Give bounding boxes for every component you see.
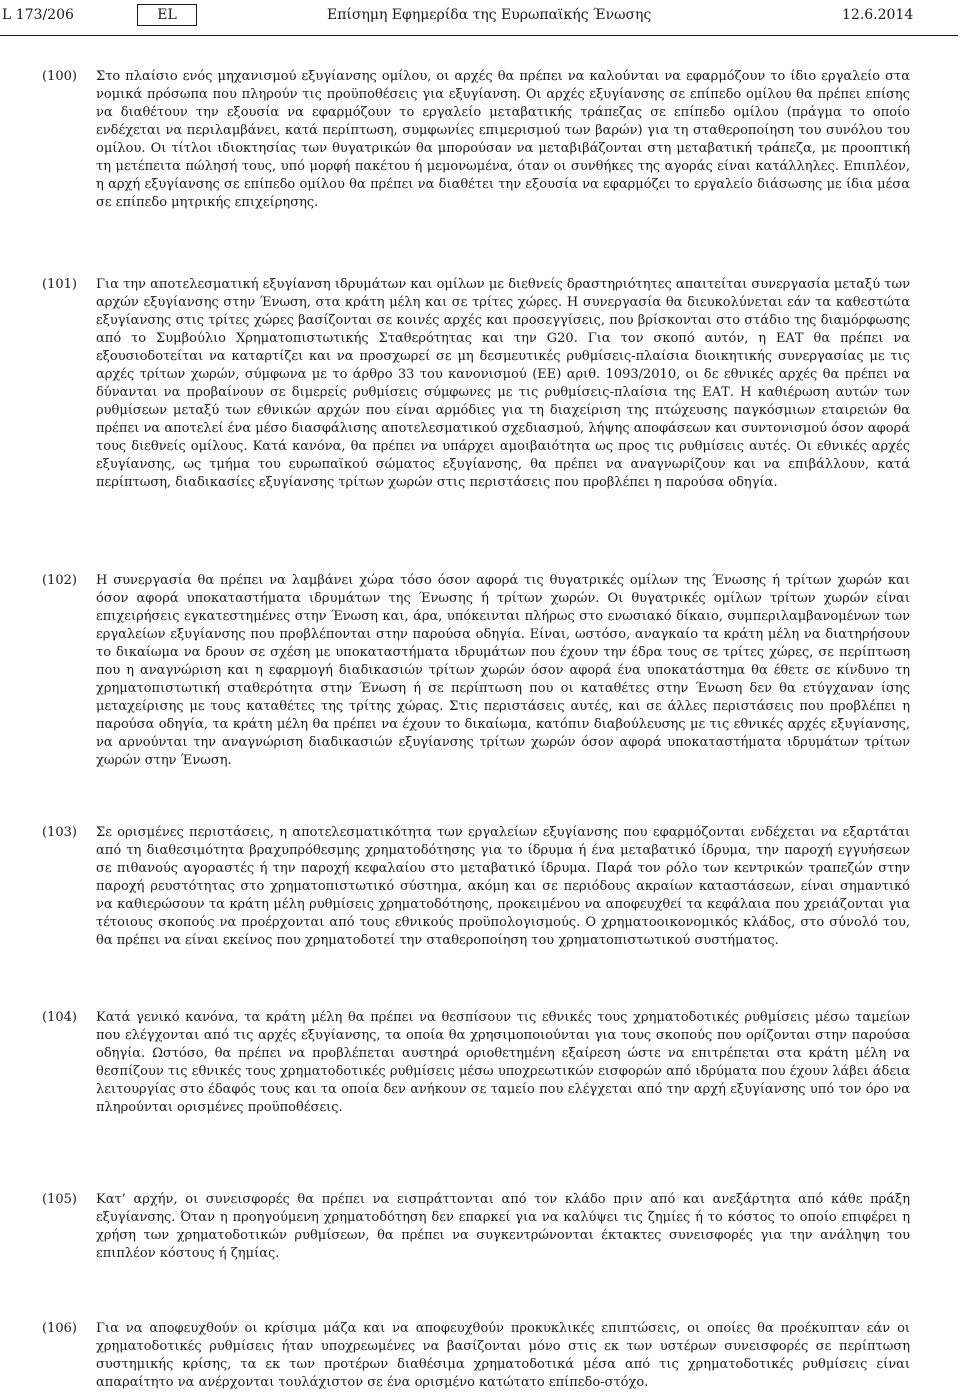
recital-text: Για να αποφευχθούν οι κρίσιμα μάζα και να αποφευχθούν προκυκλικές επιπτώσεις, οι οποίες θα προέκυπταν εάν οι χρηματοδοτικές ρυθμίσεις ήταν υποχρεωμένες να βασίζονται μόνο στις εκ των υστέρων συνεισφορές σε περίπτωση συστημικής κρίσης, τα εκ των προτέρων διαθέσιμα χρηματοδοτικά μέσα από τις χρηματοδοτικές ρυθμίσεις είναι απαραίτητο να ανέρχονται τουλάχιστον σε ένα ορισμένο κατώτατο επίπεδο-στόχο. — [96, 1321, 910, 1390]
recital-number: (101) — [42, 277, 77, 292]
page-reference: L 173/206 — [2, 7, 74, 23]
recital-number: (105) — [42, 1192, 77, 1207]
recital-text: Για την αποτελεσματική εξυγίανση ιδρυμάτων και ομίλων με διεθνείς δραστηριότητες απαιτείται συνεργασία μεταξύ των αρχών εξυγίανσης στην Ένωση, στα κράτη μέλη και σε τρίτες χώρες. Η συνεργασία θα διευκολύνεται εάν τα καθεστώτα εξυγίανσης στις τρίτες χώρες βασίζονται σε κοινές αρχές και προσεγγίσεις, που βρίσκονται στο στάδιο της διαμόρφωσης από το Συμβούλιο Χρηματοπιστωτικής Σταθερότητας και την G20. Για τον σκοπό αυτόν, η ΕΑΤ θα πρέπει να εξουσιοδοτείται να καταρτίζει και να προσχωρεί σε μη δεσμευτικές ρυθμίσεις-πλαίσια διοικητικής συνεργασίας με τις αρχές τρίτων χωρών, σύμφωνα με το άρθρο 33 του κανονισμού (ΕΕ) αριθ. 1093/2010, οι δε εθνικές αρχές θα πρέπει να δύνανται να προβαίνουν σε διμερείς ρυθμίσεις σύμφωνες με τις ρυθμίσεις-πλαίσια της ΕΑΤ. Η καθιέρωση αυτών των ρυθμίσεων μεταξύ των εθνικών αρχών που είναι αρμόδιες για τη διαχείριση της πτώχευσης παγκόσμιων εταιρειών θα πρέπει να αποτελεί ένα μέσο διασφάλισης αποτελεσματικού σχεδιασμού, λήψης αποφάσεων και συντονισμού όσον αφορά τους διεθνείς ομίλους. Κατά κανόνα, θα πρέπει να υπάρχει αμοιβαιότητα ως προς τις ρυθμίσεις αυτές. Οι εθνικές αρχές εξυγίανσης, ως τμήμα του ευρωπαϊκού σώματος εξυγίανσης, θα πρέπει να αναγνωρίζουν και να επιβάλλουν, κατά περίπτωση, διαδικασίες εξυγίανσης τρίτων χωρών στις περιστάσεις που προβλέπει η παρούσα οδηγία. — [96, 277, 910, 490]
recital-number: (102) — [42, 573, 77, 588]
journal-title: Επίσημη Εφημερίδα της Ευρωπαϊκής Ένωσης — [327, 7, 652, 23]
recital-number: (103) — [42, 825, 77, 840]
page-header — [0, 4, 960, 32]
recital-number: (106) — [42, 1321, 77, 1336]
language-code-box: EL — [137, 4, 197, 26]
recital-text: Σε ορισμένες περιστάσεις, η αποτελεσματικότητα των εργαλείων εξυγίανσης που εφαρμόζονται ενδέχεται να εξαρτάται από τη διαθεσιμότητα βραχυπρόθεσμης χρηματοδότησης για το ίδρυμα ή ένα μεταβατικό ίδρυμα, την παροχή εγγυήσεων σε πιθανούς αγοραστές ή την παροχή κεφαλαίου στο μεταβατικό ίδρυμα. Παρά τον ρόλο των κεντρικών τραπεζών στην παροχή ρευστότητας στο χρηματοπιστωτικό σύστημα, ακόμη και σε περιόδους ακραίων καταστάσεων, είναι σημαντικό να καθιερώσουν τα κράτη μέλη ρυθμίσεις χρηματοδότησης, προκειμένου να αποφευχθεί τα κεφάλαια που χρειάζονται για τέτοιους σκοπούς να προέρχονται από τους εθνικούς προϋπολογισμούς. Ο χρηματοοικονομικός κλάδος, στο σύνολό του, θα πρέπει να είναι εκείνος που χρηματοδοτεί την σταθεροποίηση του χρηματοπιστωτικού συστήματος. — [96, 825, 910, 948]
publication-date: 12.6.2014 — [842, 7, 914, 23]
recital-number: (104) — [42, 1010, 77, 1025]
recital-number: (100) — [42, 69, 77, 84]
recital-text: Η συνεργασία θα πρέπει να λαμβάνει χώρα τόσο όσον αφορά τις θυγατρικές ομίλων της Ένωσης ή τρίτων χωρών και όσον αφορά υποκαταστήματα ιδρυμάτων της Ένωσης ή τρίτων χωρών. Οι θυγατρικές ομίλων τρίτων χωρών είναι επιχειρήσεις εγκατεστημένες στην Ένωση και, άρα, υπόκεινται πλήρως στο ενωσιακό δίκαιο, συμπεριλαμβανομένων των εργαλείων εξυγίανσης που προβλέπονται στην παρούσα οδηγία. Είναι, ωστόσο, αναγκαίο τα κράτη μέλη να διατηρήσουν το δικαίωμα να δρουν σε σχέση με υποκαταστήματα ιδρυμάτων που έχουν την έδρα τους σε τρίτες χώρες, σε περίπτωση που η αναγνώριση και η εφαρμογή διαδικασιών τρίτων χωρών όσον αφορά ένα υποκατάστημα θα έθετε σε κίνδυνο τη χρηματοπιστωτική σταθερότητα στην Ένωση ή σε περίπτωση που οι καταθέτες στην Ένωση δεν θα ετύγχαναν ίσης μεταχείρισης με τους καταθέτες της τρίτης χώρας. Στις περιστάσεις αυτές, και σε άλλες περιστάσεις που προβλέπει η παρούσα οδηγία, τα κράτη μέλη θα πρέπει να έχουν το δικαίωμα, κατόπιν διαβούλευσης με τις εθνικές αρχές εξυγίανσης, να αρνούνται την αναγνώριση διαδικασιών εξυγίανσης τρίτων χωρών όσον αφορά υποκαταστήματα ιδρυμάτων τρίτων χωρών στην Ένωση. — [96, 573, 910, 768]
recital-text: Στο πλαίσιο ενός μηχανισμού εξυγίανσης ομίλου, οι αρχές θα πρέπει να καλούνται να εφαρμόζουν το ίδιο εργαλείο στα νομικά πρόσωπα που πληρούν τις προϋποθέσεις για εξυγίανση. Οι αρχές εξυγίανσης σε επίπεδο ομίλου θα πρέπει επίσης να διαθέτουν την εξουσία να εφαρμόζουν το εργαλείο μεταβατικής τράπεζας σε επίπεδο ομίλου (πράγμα το οποίο ενδέχεται να περιλαμβάνει, κατά περίπτωση, συμφωνίες επιμερισμού των βαρών) για τη σταθεροποίηση του συνόλου του ομίλου. Οι τίτλοι ιδιοκτησίας των θυγατρικών θα μπορούσαν να μεταβιβάζονται στη μεταβατική τράπεζα, με προοπτική τη μετέπειτα πώλησή τους, υπό μορφή πακέτου ή μεμονωμένα, όταν οι συνθήκες της αγοράς είναι κατάλληλες. Επιπλέον, η αρχή εξυγίανσης σε επίπεδο ομίλου θα πρέπει να διαθέτει την εξουσία να εφαρμόζει το εργαλείο διάσωσης με ίδια μέσα σε επίπεδο μητρικής επιχείρησης. — [96, 69, 910, 210]
header-divider — [0, 35, 958, 36]
recital-text: Κατ’ αρχήν, οι συνεισφορές θα πρέπει να εισπράττονται από τον κλάδο πριν από και ανεξάρτητα από κάθε πράξη εξυγίανσης. Όταν η προηγούμενη χρηματοδότηση δεν επαρκεί για να καλύψει τις ζημίες ή το κόστος το οποίο επιφέρει η χρήση των χρηματοδοτικών ρυθμίσεων, θα πρέπει να συγκεντρώνονται έκτακτες συνεισφορές για την ανάληψη του επιπλέον κόστους ή ζημίας. — [96, 1192, 910, 1261]
recital-text: Κατά γενικό κανόνα, τα κράτη μέλη θα πρέπει να θεσπίσουν τις εθνικές τους χρηματοδοτικές ρυθμίσεις μέσω ταμείων που ελέγχονται από τις αρχές εξυγίανσης, τα οποία θα χρησιμοποιούνται για τους σκοπούς που ορίζονται στην παρούσα οδηγία. Ωστόσο, θα πρέπει να προβλέπεται αυστηρά οριοθετημένη εξαίρεση ώστε να επιτρέπεται στα κράτη μέλη να θεσπίζουν τις εθνικές τους χρηματοδοτικές ρυθμίσεις μέσω υποχρεωτικών εισφορών από ιδρύματα που έχουν λάβει άδεια λειτουργίας στο έδαφός τους και τα οποία δεν ανήκουν σε ταμείο που ελέγχεται από την αρχή εξυγίανσης υπό τον όρο να πληρούνται ορισμένες προϋποθέσεις. — [96, 1010, 910, 1115]
